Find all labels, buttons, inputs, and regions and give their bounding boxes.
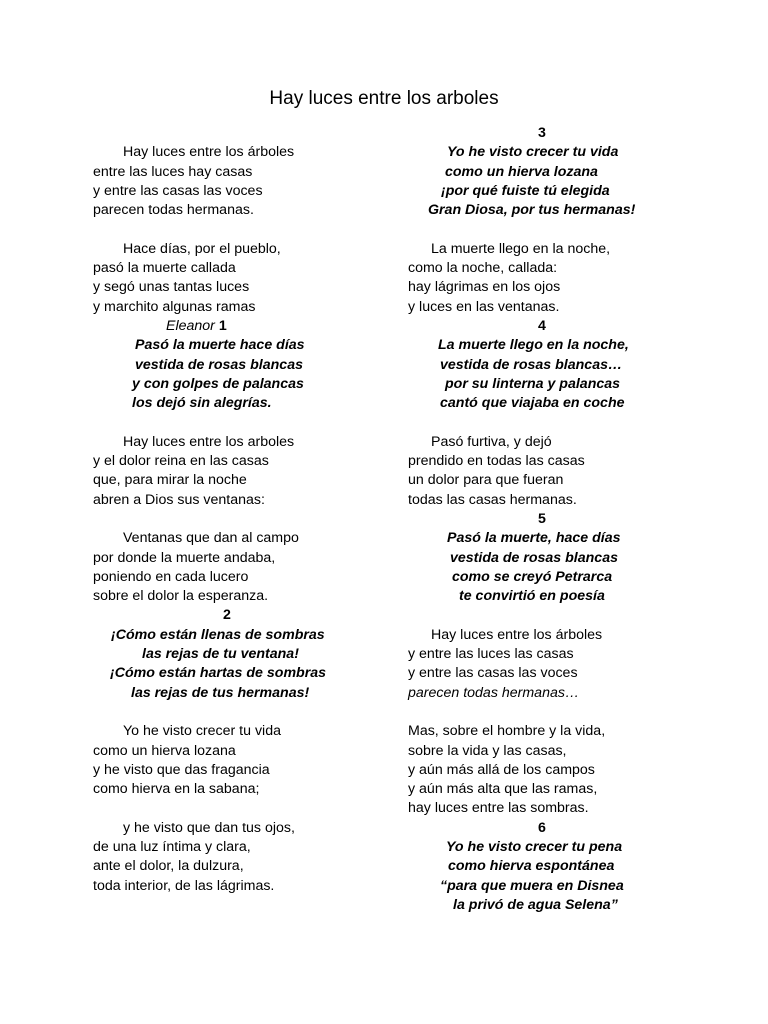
quote-line: la privó de agua Selena”	[453, 896, 618, 913]
verse-line: por donde la muerte andaba,	[93, 549, 276, 566]
verse-line: y marchito algunas ramas	[93, 298, 256, 315]
quote-line: las rejas de tu ventana!	[142, 646, 299, 663]
quote-line: Gran Diosa, por tus hermanas!	[428, 202, 636, 219]
verse-line: hay luces entre las sombras.	[408, 800, 589, 817]
quote-line: vestida de rosas blancas…	[440, 356, 623, 373]
quote-line: vestida de rosas blancas	[135, 356, 303, 373]
verse-line: como hierva en la sabana;	[93, 781, 260, 798]
quote-line: ¡Cómo están llenas de sombras	[111, 626, 325, 643]
quote-line: ¡por qué fuiste tú elegida	[441, 182, 610, 199]
verse-line: Hay luces entre los arboles	[123, 433, 295, 450]
verse-line: que, para mirar la noche	[93, 472, 247, 489]
verse-line: y luces en las ventanas.	[408, 298, 560, 315]
verse-line: prendido en todas las casas	[408, 453, 585, 470]
verse-line: abren a Dios sus ventanas:	[93, 491, 265, 508]
left-column	[93, 124, 393, 896]
verse-line: Hay luces entre los árboles	[123, 144, 295, 161]
quote-line: los dejó sin alegrías.	[132, 395, 272, 412]
quote-line: te convirtió en poesía	[459, 588, 605, 605]
verse-line: entre las luces hay casas	[93, 163, 253, 180]
verse-line: pasó la muerte callada	[93, 260, 236, 277]
verse-line: parecen todas hermanas…	[408, 684, 580, 701]
verse-line: Hay luces entre los árboles	[431, 626, 603, 643]
quote-line: Pasó la muerte, hace días	[447, 530, 621, 547]
quote-line: y con golpes de palancas	[132, 375, 304, 392]
verse-line: Mas, sobre el hombre y la vida,	[408, 723, 606, 740]
verse-line: toda interior, de las lágrimas.	[93, 877, 275, 894]
verse-line: y segó unas tantas luces	[93, 279, 250, 296]
verse-line: de una luz íntima y clara,	[93, 838, 251, 855]
quote-line: las rejas de tus hermanas!	[131, 684, 310, 701]
quote-line: cantó que viajaba en coche	[440, 395, 625, 412]
verse-line: Hace días, por el pueblo,	[123, 240, 281, 257]
verse-line: todas las casas hermanas.	[408, 491, 577, 508]
verse-line: Yo he visto crecer tu vida	[123, 723, 281, 740]
verse-line: La muerte llego en la noche,	[431, 240, 611, 257]
stanza-number: 6	[538, 819, 546, 836]
quote-line: Yo he visto crecer tu pena	[446, 838, 623, 855]
quote-line: como un hierva lozana	[445, 163, 598, 180]
verse-line: poniendo en cada lucero	[93, 568, 249, 585]
verse-line: y entre las luces las casas	[408, 646, 574, 663]
quote-line: Yo he visto crecer tu vida	[447, 144, 619, 161]
verse-line: y aún más allá de los campos	[408, 761, 595, 778]
quote-line: ¡Cómo están hartas de sombras	[110, 665, 327, 682]
verse-line: un dolor para que fueran	[408, 472, 564, 489]
verse-line: hay lágrimas en los ojos	[408, 279, 561, 296]
verse-line: como un hierva lozana	[93, 742, 236, 759]
quote-line: “para que muera en Disnea	[440, 877, 624, 894]
quote-line: Pasó la muerte hace días	[135, 337, 305, 354]
verse-line: ante el dolor, la dulzura,	[93, 858, 244, 875]
right-column	[408, 124, 698, 915]
stanza-number: 5	[538, 510, 546, 527]
verse-line: y entre las casas las voces	[408, 665, 578, 682]
verse-line: Pasó furtiva, y dejó	[431, 433, 552, 450]
dedication-name: Eleanor	[166, 317, 215, 334]
verse-line: sobre el dolor la esperanza.	[93, 588, 269, 605]
verse-line: sobre la vida y las casas,	[408, 742, 567, 759]
verse-line: y he visto que das fragancia	[93, 761, 270, 778]
stanza-number: 3	[538, 125, 546, 141]
stanza-number: 2	[223, 607, 231, 624]
stanza-number: 4	[538, 317, 546, 334]
quote-line: por su linterna y palancas	[445, 375, 621, 392]
quote-line: vestida de rosas blancas	[450, 549, 618, 566]
quote-line: como hierva espontánea	[448, 858, 615, 875]
verse-line: Ventanas que dan al campo	[123, 530, 299, 547]
quote-line: como se creyó Petrarca	[452, 568, 613, 585]
quote-line: La muerte llego en la noche,	[438, 337, 629, 354]
page-title: Hay luces entre los arboles	[269, 88, 499, 109]
verse-line: y el dolor reina en las casas	[93, 453, 269, 470]
verse-line: y he visto que dan tus ojos,	[123, 819, 295, 836]
verse-line: parecen todas hermanas.	[93, 202, 254, 219]
verse-line: y entre las casas las voces	[93, 182, 263, 199]
dedication-line	[93, 317, 393, 336]
verse-line: y aún más alta que las ramas,	[408, 781, 598, 798]
verse-line: como la noche, callada:	[408, 260, 558, 277]
stanza-number: 1	[218, 317, 227, 334]
